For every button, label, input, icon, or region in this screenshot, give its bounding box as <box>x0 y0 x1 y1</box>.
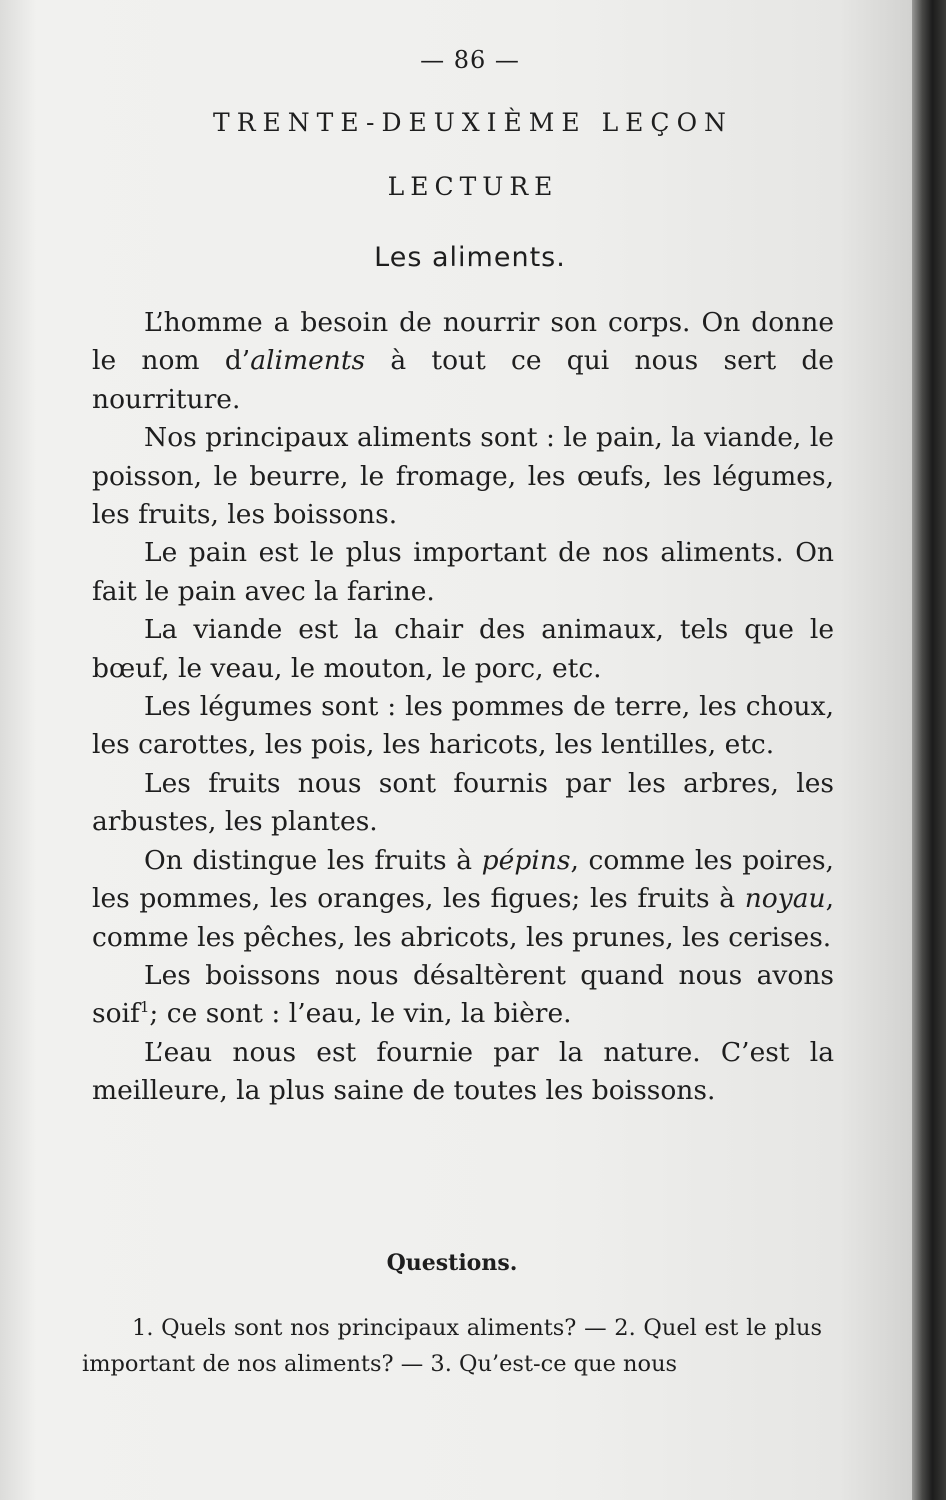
questions-heading: Questions. <box>386 1250 518 1276</box>
reading-title: Les aliments. <box>374 242 566 273</box>
paragraph-3: Le pain est le plus important de nos aliments. On fait le pain avec la farine. <box>92 537 834 607</box>
paragraph-8 <box>92 957 834 1034</box>
paragraph-7-text-a: On distingue les fruits à <box>144 844 482 876</box>
paragraph-8-text-a: Les boissons nous désaltèrent quand nous avons soif <box>92 959 834 1030</box>
paragraph-9: L’eau nous est fournie par la nature. C’est la meilleure, la plus saine de toutes les boissons. <box>92 1036 834 1107</box>
paragraph-7 <box>92 842 834 957</box>
paragraph-7-italic-pepins: pépins <box>481 844 571 876</box>
paragraph-6: Les fruits nous sont fournis par les arbres, les arbustes, les plantes. <box>92 767 834 838</box>
lesson-title: TRENTE-DEUXIÈME LEÇON <box>213 108 733 137</box>
questions-text: 1. Quels sont nos principaux aliments? — 2. Quel est le plus important de nos aliments? — 3. Qu’est-ce que nous <box>82 1315 822 1377</box>
paragraph-5: Les légumes sont : les pommes de terre, les choux, les carottes, les pois, les haricots, les lentilles, etc. <box>92 691 834 761</box>
section-title: LECTURE <box>387 172 559 201</box>
paragraph-1-text-c: à tout ce qui nous sert de nourriture. <box>92 345 834 415</box>
book-binding-edge <box>912 0 946 1500</box>
page-number: — 86 — <box>420 46 520 74</box>
paragraph-4: La viande est la chair des animaux, tels que le bœuf, le veau, le mouton, le porc, etc. <box>92 614 834 684</box>
footnote-marker: 1 <box>139 998 150 1017</box>
paragraph-1-italic-aliments: aliments <box>250 345 366 377</box>
paragraph-8-text-c: ; ce sont : l’eau, le vin, la bière. <box>149 998 572 1030</box>
paragraph-7-text-c: , comme les poires, les pommes, les oranges, les figues; les fruits à <box>92 844 834 915</box>
paragraph-1-text-a: L’homme a besoin de nourrir son corps. On donne le nom d’ <box>92 307 834 377</box>
paragraph-1 <box>92 304 834 419</box>
questions-body <box>82 1310 822 1382</box>
paragraph-7-italic-noyau: noyau <box>744 883 826 915</box>
paragraph-2: Nos principaux aliments sont : le pain, la viande, le poisson, le beurre, le fromage, les œufs, les légumes, les fruits, les boissons. <box>92 422 834 531</box>
paragraph-7-text-e: , comme les pêches, les abricots, les prunes, les cerises. <box>92 883 834 953</box>
reading-body <box>92 304 834 1111</box>
